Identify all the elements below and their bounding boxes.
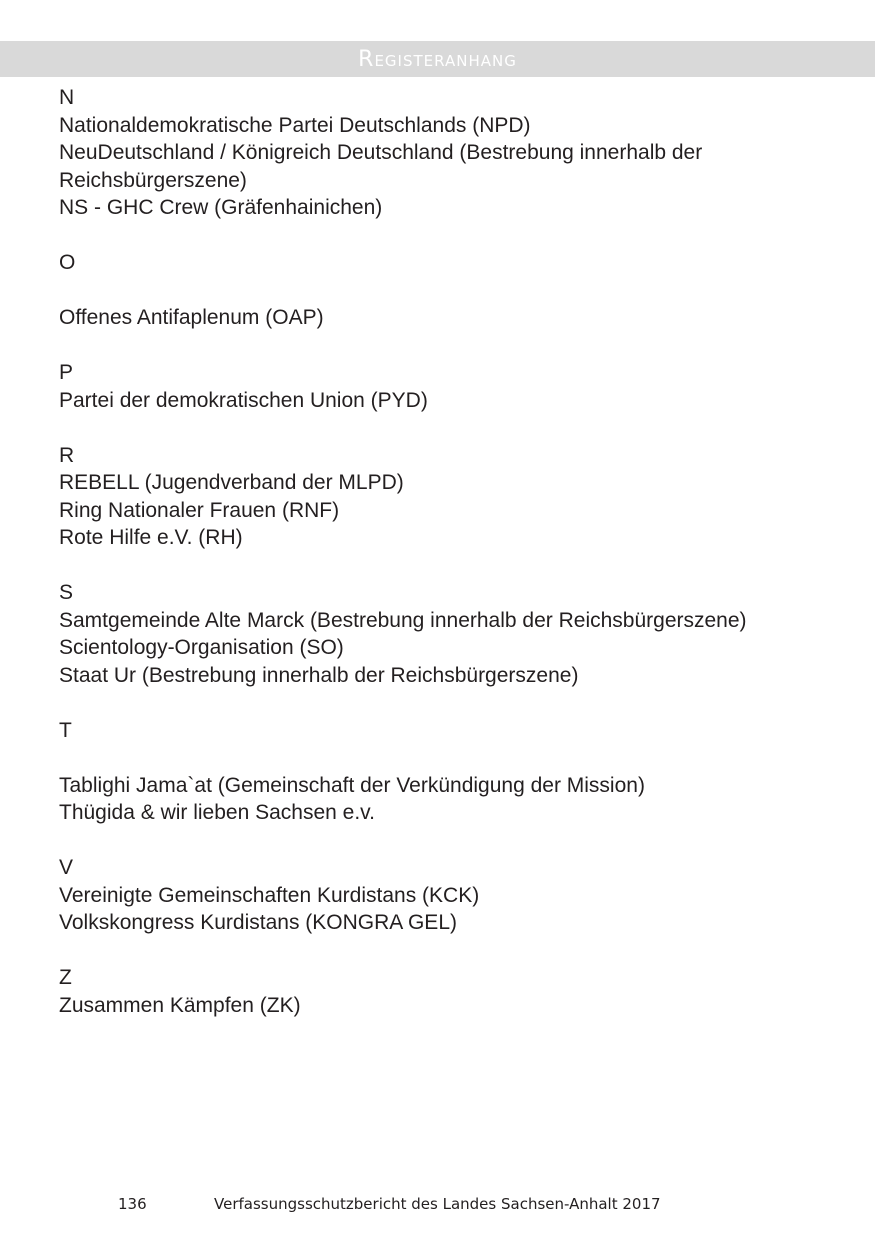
register-entry: Ring Nationaler Frauen (RNF) [59, 498, 340, 522]
spacer [59, 222, 849, 250]
register-entry: Staat Ur (Bestrebung innerhalb der Reichsbürgerszene) [59, 663, 579, 687]
section-header-bar [0, 41, 875, 77]
register-entry: Tablighi Jama`at (Gemeinschaft der Verkündigung der Mission) [59, 773, 645, 797]
section-title: Registeranhang [358, 47, 517, 72]
footer-title: Verfassungsschutzbericht des Landes Sachsen-Anhalt 2017 [214, 1195, 661, 1213]
register-section-n [59, 84, 849, 249]
register-entry: REBELL (Jugendverband der MLPD) [59, 471, 404, 494]
register-section-t [59, 717, 849, 855]
spacer [59, 414, 849, 442]
section-letter: V [59, 856, 74, 879]
register-entry: Nationaldemokratische Partei Deutschlands (NPD) [59, 113, 531, 137]
register-section-v [59, 854, 849, 964]
register-entry: Partei der demokratischen Union (PYD) [59, 388, 428, 412]
section-letter: S [59, 581, 74, 604]
register-section-o [59, 249, 849, 359]
spacer [59, 827, 849, 855]
register-entry: Vereinigte Gemeinschaften Kurdistans (KCK) [59, 883, 480, 907]
section-letter: Z [59, 966, 72, 989]
spacer [59, 332, 849, 360]
register-section-s [59, 579, 849, 717]
register-entry: Zusammen Kämpfen (ZK) [59, 993, 301, 1017]
section-letter: O [59, 251, 76, 274]
register-entry: NeuDeutschland / Königreich Deutschland (Bestrebung innerhalb der [59, 141, 703, 164]
register-entry: Thügida & wir lieben Sachsen e.v. [59, 801, 375, 824]
spacer [59, 937, 849, 965]
register-section-z [59, 964, 849, 1019]
register-section-r [59, 442, 849, 580]
spacer [59, 277, 849, 305]
register-entry: Reichsbürgerszene) [59, 168, 247, 192]
register-entry: Offenes Antifaplenum (OAP) [59, 306, 324, 329]
register-entry: NS - GHC Crew (Gräfenhainichen) [59, 196, 383, 219]
register-entry: Samtgemeinde Alte Marck (Bestrebung innerhalb der Reichsbürgerszene) [59, 608, 747, 632]
register-section-p [59, 359, 849, 442]
register-list [59, 84, 849, 1019]
spacer [59, 744, 849, 772]
spacer [59, 552, 849, 580]
register-entry: Rote Hilfe e.V. (RH) [59, 526, 243, 549]
section-letter: N [59, 86, 75, 109]
register-entry: Volkskongress Kurdistans (KONGRA GEL) [59, 911, 457, 934]
register-entry: Scientology-Organisation (SO) [59, 636, 344, 659]
section-letter: R [59, 443, 75, 467]
section-letter: T [59, 718, 72, 742]
page-number: 136 [118, 1195, 147, 1213]
section-letter: P [59, 361, 74, 384]
spacer [59, 689, 849, 717]
